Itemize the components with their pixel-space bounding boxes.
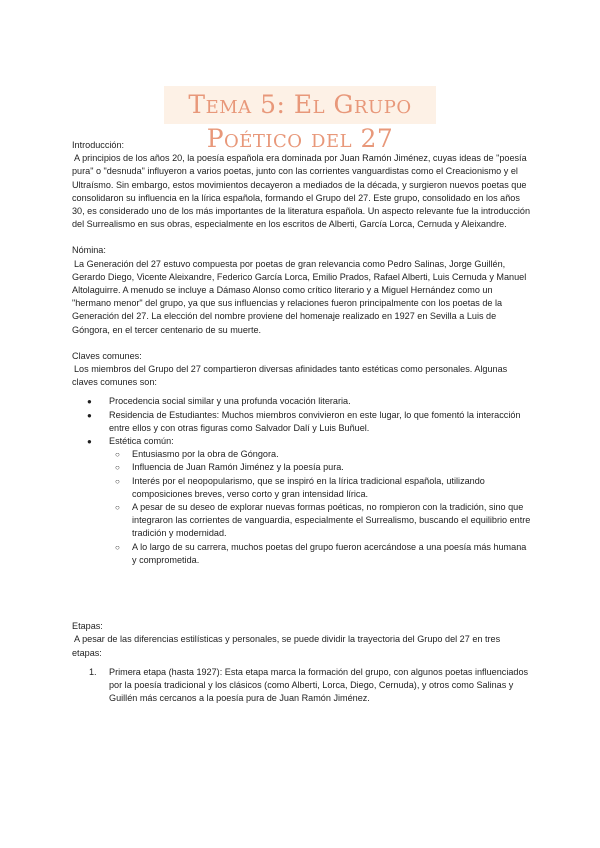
sub-list-item-text: Entusiasmo por la obra de Góngora. [132,449,279,460]
list-item-text: Estética común: [109,436,174,447]
page-title: Tema 5: El Grupo Poético del 27 [188,90,412,153]
circle-bullet-icon: ○ [115,463,120,473]
section-etapas [72,620,532,705]
sub-list-item [109,501,532,541]
section-heading: Nómina: [72,245,106,256]
sub-list-item-text: Interés por el neopopularismo, que se inspiró en la lírica tradicional española, utilizando composiciones breves, verso corto y gran intensidad lírica. [132,475,485,499]
bullet-icon: ● [87,410,92,420]
sub-list-item-text: A pesar de su deseo de explorar nuevas formas poéticas, no rompieron con la tradición, sino que integraron las corrientes de vanguardia, especialmente el Surrealismo, buscando el equilibrio entre tradición y modernidad. [132,502,531,539]
list-number: 1. [89,666,97,677]
section-heading: Claves comunes: [72,350,142,361]
list-item [72,395,532,408]
section-heading: Etapas: [72,621,103,632]
section-claves-comunes [72,350,532,567]
list-item [72,435,532,567]
sub-list-item-text: A lo largo de su carrera, muchos poetas del grupo fueron acercándose a una poesía más humana y comprometida. [132,541,527,565]
section-paragraph: A principios de los años 20, la poesía española era dominada por Juan Ramón Jiménez, cuyas ideas de "poesía pura" o "desnuda" influyeron a varios poetas, junto con las corrientes vanguardistas como el Creacionismo y el Ultraísmo. Sin embargo, estos movimientos decayeron a mediados de la década, y surgieron nuevos poetas que consolidaron su influencia en la lírica española, formando el Grupo del 27. Este grupo, consolidado en los años 30, es considerado uno de los más importantes de la literatura española. Un aspecto relevante fue la introducción del Surrealismo en sus obras, especialmente en los escritos de Alberti, García Lorca, Cernuda y Aleixandre. [72,153,530,230]
section-paragraph: A pesar de las diferencias estilísticas y personales, se puede dividir la trayectoria del Grupo del 27 en tres etapas: [72,634,501,658]
numbered-list-item [72,666,532,706]
section-paragraph: Los miembros del Grupo del 27 compartieron diversas afinidades tanto estéticas como personales. Algunas claves comunes son: [72,364,508,388]
section-paragraph: La Generación del 27 estuvo compuesta por poetas de gran relevancia como Pedro Salinas, Jorge Guillén, Gerardo Diego, Vicente Aleixandre, Federico García Lorca, Emilio Prados, Rafael Alberti, Luis Cernuda y Manuel Altolaguirre. A menudo se incluye a Dámaso Alonso como crítico literario y a Miguel Hernández como un "hermano menor" del grupo, ya que sus influencias y relaciones fueron principalmente con los poetas de la Generación del 27. La elección del nombre proviene del homenaje realizado en 1927 en Sevilla a Luis de Góngora, en el tercer centenario de su muerte. [72,258,527,335]
numbered-list [72,666,532,706]
list-item-text: Residencia de Estudiantes: Muchos miembros convivieron en este lugar, lo que fomentó la interacción entre ellos y con otras figuras como Salvador Dalí y Luis Buñuel. [109,409,521,433]
document-body [72,139,532,718]
bullet-icon: ● [87,397,92,407]
bullet-icon: ● [87,437,92,447]
circle-bullet-icon: ○ [115,450,120,460]
sub-list-item-text: Influencia de Juan Ramón Jiménez y la poesía pura. [132,462,344,473]
section-nomina [72,244,532,336]
section-heading: Introducción: [72,140,125,150]
circle-bullet-icon: ○ [115,476,120,486]
section-introduccion [72,139,532,231]
list-item [72,409,532,435]
sub-list-item [109,461,532,474]
sub-bullet-list [109,448,532,567]
sub-list-item [109,541,532,567]
bullet-list [72,395,532,567]
blank-space [72,580,532,620]
circle-bullet-icon: ○ [115,542,120,552]
sub-list-item [109,475,532,501]
sub-list-item [109,448,532,461]
circle-bullet-icon: ○ [115,503,120,513]
numbered-list-item-text: Primera etapa (hasta 1927): Esta etapa marca la formación del grupo, con algunos poetas influenciados por la poesía tradicional y los clásicos (como Alberti, Lorca, Diego, Cernuda), y otros como Salinas y Guillén más cercanos a la poesía pura de Juan Ramón Jiménez. [109,666,529,704]
list-item-text: Procedencia social similar y una profunda vocación literaria. [109,396,351,407]
